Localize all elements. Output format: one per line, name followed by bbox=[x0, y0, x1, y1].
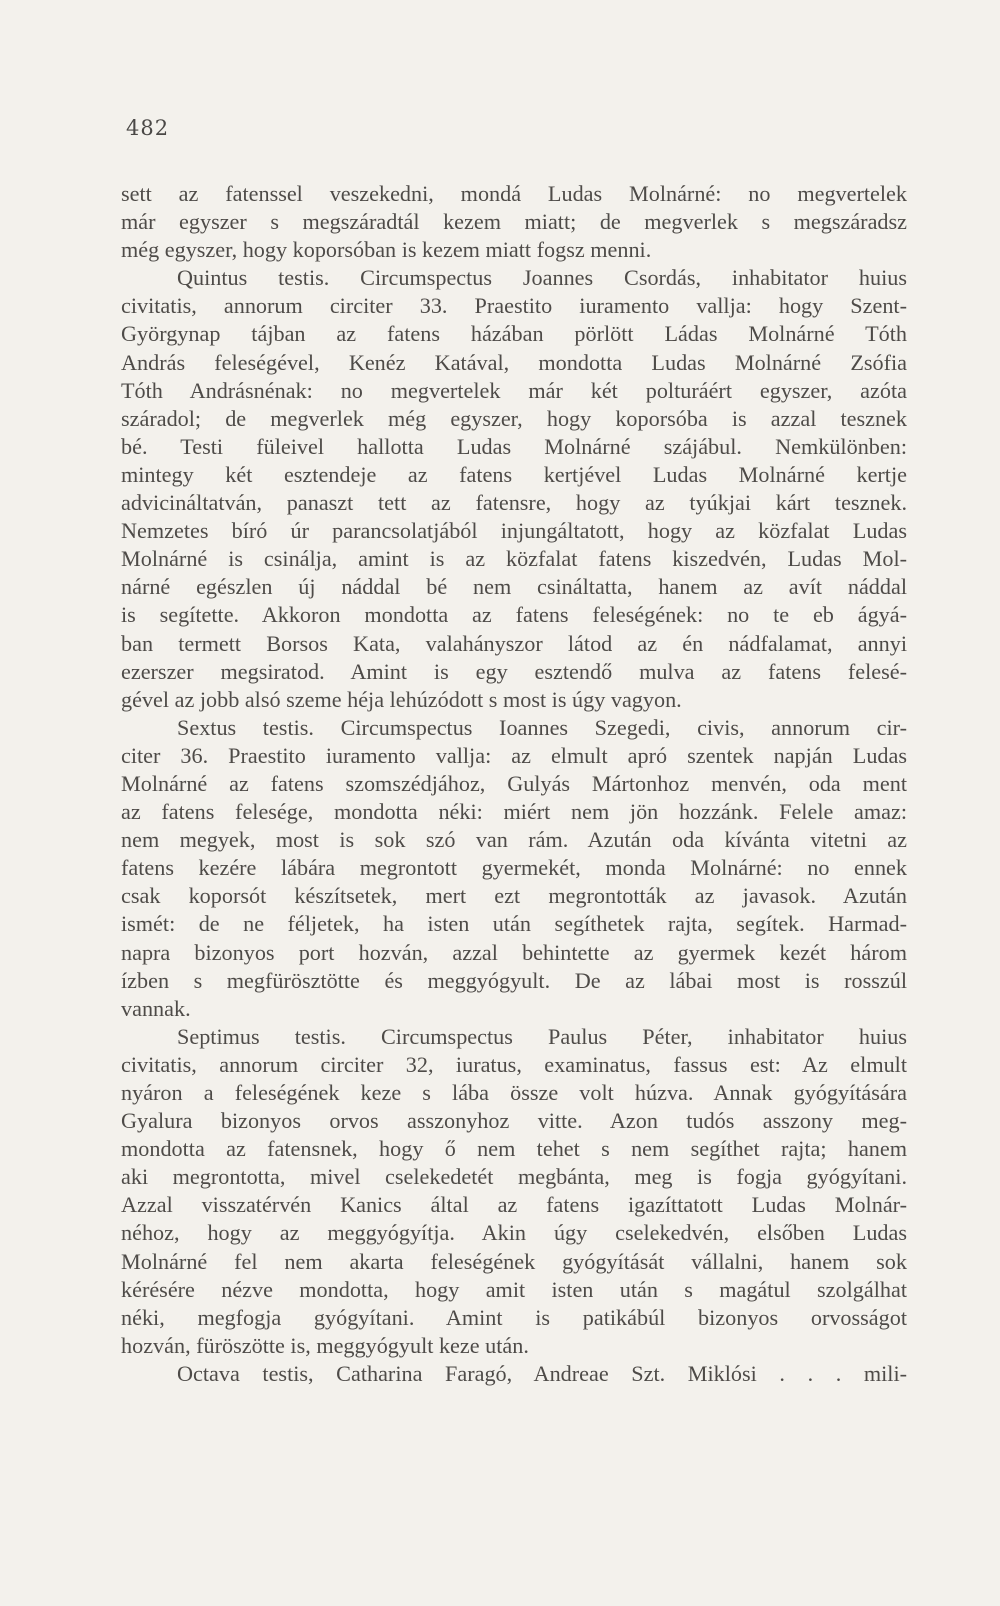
text-line: csak koporsót készítsetek, mert ezt megrontották az javasok. Azután bbox=[121, 883, 907, 909]
text-line: hozván, füröszötte is, meggyógyult keze után. bbox=[121, 1332, 529, 1358]
text-line: Györgynap tájban az fatens házában pörlött Ládas Molnárné Tóth bbox=[121, 321, 907, 347]
text-line: az fatens felesége, mondotta néki: miért nem jön hozzánk. Felele amaz: bbox=[121, 799, 907, 825]
text-line: aki megrontotta, mivel cselekedetét megbánta, meg is fogja gyógyítani. bbox=[121, 1164, 907, 1190]
text-line: nem megyek, most is sok szó van rám. Azután oda kívánta vitetni az bbox=[121, 827, 907, 853]
text-line: civitatis, annorum circiter 32, iuratus, examinatus, fassus est: Az elmult bbox=[121, 1051, 907, 1077]
text-line: Tóth Andrásnénak: no megvertelek már két polturáért egyszer, azóta bbox=[121, 377, 907, 403]
text-line: advicináltatván, panaszt tett az fatensre, hogy az tyúkjai kárt tesznek. bbox=[121, 490, 907, 516]
text-line: nyáron a feleségének keze s lába össze volt húzva. Annak gyógyítására bbox=[121, 1080, 907, 1105]
text-line: mintegy két esztendeje az fatens kertjével Ludas Molnárné kertje bbox=[121, 461, 907, 487]
text-line: gével az jobb alsó szeme héja lehúzódott s most is úgy vagyon. bbox=[121, 686, 682, 712]
text-line: mondotta az fatensnek, hogy ő nem tehet s nem segíthet rajta; hanem bbox=[121, 1136, 907, 1162]
text-line: néhoz, hogy az meggyógyítja. Akin úgy cselekedvén, elsőben Ludas bbox=[121, 1220, 907, 1246]
text-line: Nemzetes bíró úr parancsolatjából injungáltatott, hogy az közfalat Ludas bbox=[121, 518, 907, 544]
text-line: nárné egészlen új náddal bé nem csináltatta, hanem az avít náddal bbox=[121, 574, 907, 600]
text-line: Quintus testis. Circumspectus Joannes Csordás, inhabitator huius bbox=[177, 265, 907, 291]
text-line: napra bizonyos port hozván, azzal behintette az gyermek kezét három bbox=[121, 939, 907, 965]
page-number: 482 bbox=[126, 116, 170, 140]
text-line: kérésére nézve mondotta, hogy amit isten után s magátul szolgálhat bbox=[121, 1276, 907, 1302]
text-line: Gyalura bizonyos orvos asszonyhoz vitte. Azon tudós asszony meg- bbox=[121, 1108, 907, 1134]
text-line: Molnárné fel nem akarta feleségének gyógyítását vállalni, hanem sok bbox=[121, 1248, 907, 1274]
text-line: bé. Testi füleivel hallotta Ludas Molnárné szájábul. Nemkülönben: bbox=[121, 433, 907, 459]
text-line: ezerszer megsiratod. Amint is egy esztendő mulva az fatens felesé- bbox=[121, 658, 907, 684]
text-line: András feleségével, Kenéz Katával, mondotta Ludas Molnárné Zsófia bbox=[121, 349, 907, 375]
text-line: Molnárné is csinálja, amint is az közfalat fatens kiszedvén, Ludas Mol- bbox=[121, 546, 907, 572]
text-line: Molnárné az fatens szomszédjához, Gulyás Mártonhoz menvén, oda ment bbox=[121, 770, 907, 796]
text-line: néki, megfogja gyógyítani. Amint is patikábúl bizonyos orvosságot bbox=[121, 1304, 907, 1330]
text-line: citer 36. Praestito iuramento vallja: az elmult apró szentek napján Ludas bbox=[121, 742, 907, 768]
text-line: sett az fatenssel veszekedni, mondá Ludas Molnárné: no megvertelek bbox=[121, 181, 907, 206]
text-line: Azzal visszatérvén Kanics által az fatens igazíttatott Ludas Molnár- bbox=[121, 1192, 907, 1218]
text-line: vannak. bbox=[121, 995, 191, 1021]
text-line: száradol; de megverlek még egyszer, hogy koporsóba is azzal tesznek bbox=[121, 405, 907, 431]
text-line: civitatis, annorum circiter 33. Praestito iuramento vallja: hogy Szent- bbox=[121, 293, 907, 319]
text-line: Septimus testis. Circumspectus Paulus Péter, inhabitator huius bbox=[177, 1023, 907, 1049]
text-line: még egyszer, hogy koporsóban is kezem miatt fogsz menni. bbox=[121, 237, 652, 263]
body-text bbox=[121, 180, 907, 1388]
text-line: fatens kezére lábára megrontott gyermekét, monda Molnárné: no ennek bbox=[121, 855, 907, 881]
text-line: ízben s megfürösztötte és meggyógyult. De az lábai most is rosszúl bbox=[121, 967, 907, 993]
text-line: Sextus testis. Circumspectus Ioannes Szegedi, civis, annorum cir- bbox=[177, 714, 907, 740]
text-line: Octava testis, Catharina Faragó, Andreae Szt. Miklósi . . . mili- bbox=[177, 1360, 907, 1386]
text-line: már egyszer s megszáradtál kezem miatt; de megverlek s megszáradsz bbox=[121, 209, 907, 235]
text-line: ban termett Borsos Kata, valahányszor látod az én nádfalamat, annyi bbox=[121, 630, 907, 656]
text-line: is segítette. Akkoron mondotta az fatens feleségének: no te eb ágyá- bbox=[121, 602, 907, 628]
text-line: ismét: de ne féljetek, ha isten után segíthetek rajta, segítek. Harmad- bbox=[121, 911, 907, 937]
